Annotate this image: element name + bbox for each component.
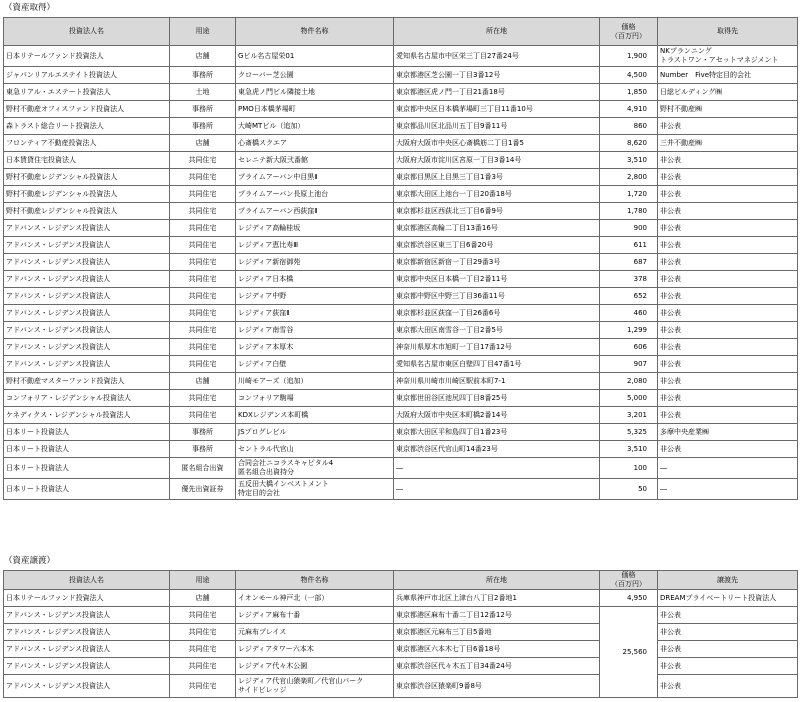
table-row: [4, 339, 798, 356]
disposition-cell-property-name: レジディア麻布十番: [236, 607, 394, 624]
acquisition-cell-investment-corp-name: 野村不動産オフィスファンド投資法人: [4, 101, 170, 118]
disposition-cell-property-name: 元麻布プレイス: [236, 624, 394, 641]
acquisition-cell-price: 687: [600, 254, 658, 271]
acquisition-cell-price: 4,910: [600, 101, 658, 118]
acquisition-cell-investment-corp-name: 日本リート投資法人: [4, 424, 170, 441]
acquisition-cell-usage: 共同住宅: [170, 186, 236, 203]
acquisition-cell-usage: 事務所: [170, 101, 236, 118]
disposition-header-counterparty: 譲渡先: [658, 571, 798, 590]
table-row: [4, 390, 798, 407]
acquisition-header-property-name: 物件名称: [236, 18, 394, 46]
disposition-cell-location: 東京都渋谷区代々木五丁目34番24号: [394, 658, 600, 675]
acquisition-cell-investment-corp-name: 野村不動産マスターファンド投資法人: [4, 373, 170, 390]
acquisition-cell-usage: 共同住宅: [170, 220, 236, 237]
acquisition-cell-investment-corp-name: アドバンス・レジデンス投資法人: [4, 288, 170, 305]
acquisition-cell-location: 大阪府大阪市中央区心斎橋筋二丁目1番5: [394, 135, 600, 152]
acquisition-cell-location: 東京都品川区北品川五丁目9番11号: [394, 118, 600, 135]
acquisition-cell-investment-corp-name: アドバンス・レジデンス投資法人: [4, 339, 170, 356]
acquisition-cell-investment-corp-name: 日本リート投資法人: [4, 479, 170, 500]
acquisition-cell-location: 東京都杉並区荻窪一丁目26番6号: [394, 305, 600, 322]
table-row: [4, 305, 798, 322]
acquisition-cell-location: 愛知県名古屋市東区白壁四丁目47番1号: [394, 356, 600, 373]
acquisition-section-title: （資産取得）: [4, 3, 56, 13]
acquisition-cell-property-name: 大崎MTビル（追加）: [236, 118, 394, 135]
acquisition-cell-location: 東京都渋谷区東三丁目6番20号: [394, 237, 600, 254]
acquisition-cell-usage: 共同住宅: [170, 305, 236, 322]
acquisition-cell-investment-corp-name: 森トラスト総合リート投資法人: [4, 118, 170, 135]
acquisition-cell-property-name: プライムアーバン西荻窪Ⅱ: [236, 203, 394, 220]
acquisition-cell-counterparty: 非公表: [658, 186, 798, 203]
disposition-header-property-name: 物件名称: [236, 571, 394, 590]
disposition-cell-location: 兵庫県神戸市北区上津台八丁目2番地1: [394, 590, 600, 607]
acquisition-cell-investment-corp-name: 日本リート投資法人: [4, 458, 170, 479]
acquisition-cell-counterparty: 非公表: [658, 322, 798, 339]
acquisition-cell-property-name: PMO日本橋茅場町: [236, 101, 394, 118]
acquisition-cell-price: 3,201: [600, 407, 658, 424]
acquisition-cell-property-name: 合同会社ニコラスキャピタル4 匿名組合出資持分: [236, 458, 394, 479]
acquisition-cell-price: 611: [600, 237, 658, 254]
table-row: [4, 46, 798, 67]
acquisition-cell-counterparty: 非公表: [658, 356, 798, 373]
disposition-cell-investment-corp-name: アドバンス・レジデンス投資法人: [4, 624, 170, 641]
acquisition-cell-property-name: レジディア本厚木: [236, 339, 394, 356]
acquisition-cell-property-name: KDXレジデンス本町橋: [236, 407, 394, 424]
disposition-cell-investment-corp-name: アドバンス・レジデンス投資法人: [4, 675, 170, 698]
acquisition-cell-counterparty: 非公表: [658, 169, 798, 186]
acquisition-cell-usage: 共同住宅: [170, 407, 236, 424]
acquisition-cell-price: 3,510: [600, 152, 658, 169]
acquisition-cell-price: 2,800: [600, 169, 658, 186]
acquisition-cell-location: 東京都大田区平和島四丁目1番23号: [394, 424, 600, 441]
acquisition-cell-usage: 共同住宅: [170, 356, 236, 373]
disposition-header-location: 所在地: [394, 571, 600, 590]
acquisition-cell-usage: 事務所: [170, 67, 236, 84]
acquisition-cell-counterparty: Number Five特定目的会社: [658, 67, 798, 84]
acquisition-cell-location: 東京都大田区上池台一丁目20番18号: [394, 186, 600, 203]
acquisition-cell-investment-corp-name: 野村不動産レジデンシャル投資法人: [4, 186, 170, 203]
acquisition-cell-location: 東京都世田谷区池尻四丁目8番25号: [394, 390, 600, 407]
table-row: [4, 322, 798, 339]
disposition-cell-property-name: レジディアタワー六本木: [236, 641, 394, 658]
disposition-cell-investment-corp-name: アドバンス・レジデンス投資法人: [4, 641, 170, 658]
table-row: [4, 220, 798, 237]
acquisition-cell-price: 5,000: [600, 390, 658, 407]
table-row: [4, 169, 798, 186]
acquisition-cell-counterparty: 非公表: [658, 237, 798, 254]
acquisition-cell-location: 東京都杉並区西荻北三丁目6番9号: [394, 203, 600, 220]
table-row: [4, 135, 798, 152]
acquisition-cell-location: 東京都大田区南雪谷一丁目2番5号: [394, 322, 600, 339]
acquisition-cell-property-name: セントラル代官山: [236, 441, 394, 458]
acquisition-cell-property-name: Gビル名古屋栄01: [236, 46, 394, 67]
acquisition-cell-property-name: レジディア中野: [236, 288, 394, 305]
acquisition-cell-investment-corp-name: アドバンス・レジデンス投資法人: [4, 322, 170, 339]
acquisition-cell-counterparty: 野村不動産㈱: [658, 101, 798, 118]
acquisition-cell-property-name: レジディア新宿御苑: [236, 254, 394, 271]
disposition-cell-counterparty: 非公表: [658, 641, 798, 658]
acquisition-cell-usage: 優先出資証券: [170, 479, 236, 500]
acquisition-cell-property-name: 東急虎ノ門ビル隣接土地: [236, 84, 394, 101]
acquisition-cell-investment-corp-name: アドバンス・レジデンス投資法人: [4, 271, 170, 288]
disposition-cell-counterparty: 非公表: [658, 675, 798, 698]
disposition-merged-price-cell: 25,560: [600, 607, 658, 698]
acquisition-cell-price: 50: [600, 479, 658, 500]
acquisition-cell-counterparty: NKプランニング トラストワン・アセットマネジメント: [658, 46, 798, 67]
acquisition-cell-counterparty: 非公表: [658, 390, 798, 407]
acquisition-cell-investment-corp-name: ジャパンリアルエステイト投資法人: [4, 67, 170, 84]
acquisition-cell-usage: 店舗: [170, 373, 236, 390]
acquisition-cell-property-name: 川崎モアーズ（追加）: [236, 373, 394, 390]
table-row: [4, 373, 798, 390]
acquisition-cell-location: 大阪府大阪市淀川区宮原一丁目3番14号: [394, 152, 600, 169]
acquisition-cell-price: 100: [600, 458, 658, 479]
table-row: [4, 152, 798, 169]
table-row: [4, 607, 798, 624]
table-row: [4, 67, 798, 84]
acquisition-header-price: 価格 （百万円）: [600, 18, 658, 46]
acquisition-cell-price: 5,325: [600, 424, 658, 441]
disposition-table: [3, 570, 798, 698]
acquisition-cell-property-name: プライムアーバン中目黒Ⅱ: [236, 169, 394, 186]
acquisition-cell-counterparty: 非公表: [658, 271, 798, 288]
table-row: [4, 84, 798, 101]
acquisition-cell-investment-corp-name: アドバンス・レジデンス投資法人: [4, 254, 170, 271]
acquisition-cell-location: 東京都港区芝公園一丁目3番12号: [394, 67, 600, 84]
table-row: [4, 288, 798, 305]
acquisition-cell-usage: 共同住宅: [170, 322, 236, 339]
table-row: [4, 441, 798, 458]
acquisition-cell-property-name: レジディア白壁: [236, 356, 394, 373]
acquisition-cell-usage: 匿名組合出資: [170, 458, 236, 479]
disposition-cell-usage: 共同住宅: [170, 658, 236, 675]
table-row: [4, 254, 798, 271]
acquisition-cell-location: ―: [394, 479, 600, 500]
table-row: [4, 237, 798, 254]
acquisition-cell-usage: 事務所: [170, 424, 236, 441]
acquisition-cell-property-name: レジディア日本橋: [236, 271, 394, 288]
acquisition-cell-usage: 共同住宅: [170, 203, 236, 220]
acquisition-cell-price: 3,510: [600, 441, 658, 458]
table-row: [4, 424, 798, 441]
acquisition-cell-counterparty: 非公表: [658, 220, 798, 237]
disposition-cell-location: 東京都港区元麻布三丁目5番地: [394, 624, 600, 641]
acquisition-cell-counterparty: 日総ビルディング㈱: [658, 84, 798, 101]
table-row: [4, 186, 798, 203]
acquisition-cell-price: 907: [600, 356, 658, 373]
acquisition-header-counterparty: 取得先: [658, 18, 798, 46]
acquisition-cell-usage: 事務所: [170, 441, 236, 458]
acquisition-table: [3, 17, 798, 500]
disposition-cell-usage: 共同住宅: [170, 624, 236, 641]
disposition-header-usage: 用途: [170, 571, 236, 590]
acquisition-cell-price: 4,500: [600, 67, 658, 84]
table-row: [4, 641, 798, 658]
acquisition-cell-price: 378: [600, 271, 658, 288]
table-row: [4, 356, 798, 373]
acquisition-cell-counterparty: 非公表: [658, 254, 798, 271]
acquisition-cell-investment-corp-name: アドバンス・レジデンス投資法人: [4, 305, 170, 322]
acquisition-cell-usage: 共同住宅: [170, 271, 236, 288]
acquisition-cell-counterparty: 非公表: [658, 339, 798, 356]
disposition-cell-counterparty: DREAMプライベートリート投資法人: [658, 590, 798, 607]
table-row: [4, 675, 798, 698]
acquisition-cell-usage: 共同住宅: [170, 390, 236, 407]
acquisition-cell-location: 神奈川県厚木市旭町一丁目17番12号: [394, 339, 600, 356]
acquisition-cell-location: 愛知県名古屋市中区栄三丁目27番24号: [394, 46, 600, 67]
table-row: [4, 458, 798, 479]
disposition-cell-investment-corp-name: 日本リテールファンド投資法人: [4, 590, 170, 607]
acquisition-cell-counterparty: 非公表: [658, 203, 798, 220]
acquisition-cell-counterparty: 多摩中央産業㈱: [658, 424, 798, 441]
acquisition-cell-property-name: セレニテ新大阪弐番館: [236, 152, 394, 169]
acquisition-cell-location: 東京都中央区日本橋茅場町三丁目11番10号: [394, 101, 600, 118]
disposition-cell-location: 東京都港区六本木七丁目6番18号: [394, 641, 600, 658]
acquisition-cell-investment-corp-name: アドバンス・レジデンス投資法人: [4, 237, 170, 254]
table-row: [4, 658, 798, 675]
table-row: [4, 271, 798, 288]
acquisition-cell-investment-corp-name: 東急リアル・エステート投資法人: [4, 84, 170, 101]
disposition-cell-usage: 共同住宅: [170, 641, 236, 658]
acquisition-header-usage: 用途: [170, 18, 236, 46]
disposition-header-investment-corp-name: 投資法人名: [4, 571, 170, 590]
acquisition-cell-price: 1,780: [600, 203, 658, 220]
disposition-cell-location: 東京都渋谷区猿楽町9番8号: [394, 675, 600, 698]
disposition-cell-counterparty: 非公表: [658, 658, 798, 675]
acquisition-cell-counterparty: 非公表: [658, 305, 798, 322]
table-row: [4, 479, 798, 500]
table-row: [4, 118, 798, 135]
acquisition-cell-property-name: クローバー芝公園: [236, 67, 394, 84]
disposition-cell-usage: 店舗: [170, 590, 236, 607]
acquisition-cell-price: 2,080: [600, 373, 658, 390]
acquisition-cell-usage: 共同住宅: [170, 254, 236, 271]
disposition-cell-property-name: レジディア代々木公園: [236, 658, 394, 675]
acquisition-cell-location: ―: [394, 458, 600, 479]
acquisition-cell-property-name: プライムアーバン長原上池台: [236, 186, 394, 203]
acquisition-cell-investment-corp-name: 日本賃貸住宅投資法人: [4, 152, 170, 169]
acquisition-cell-property-name: レジディア高輪桂坂: [236, 220, 394, 237]
acquisition-cell-property-name: レジディア荻窪Ⅱ: [236, 305, 394, 322]
acquisition-cell-property-name: レジディア恵比寿Ⅲ: [236, 237, 394, 254]
acquisition-cell-usage: 共同住宅: [170, 169, 236, 186]
acquisition-cell-usage: 土地: [170, 84, 236, 101]
acquisition-cell-location: 神奈川県川崎市川崎区駅前本町7-1: [394, 373, 600, 390]
acquisition-cell-price: 460: [600, 305, 658, 322]
acquisition-cell-location: 東京都中央区日本橋一丁目2番11号: [394, 271, 600, 288]
acquisition-header-investment-corp-name: 投資法人名: [4, 18, 170, 46]
acquisition-cell-investment-corp-name: フロンティア不動産投資法人: [4, 135, 170, 152]
acquisition-cell-counterparty: 非公表: [658, 441, 798, 458]
table-row: [4, 624, 798, 641]
table-row: [4, 407, 798, 424]
acquisition-cell-location: 東京都中野区中野三丁目36番11号: [394, 288, 600, 305]
acquisition-cell-usage: 共同住宅: [170, 339, 236, 356]
acquisition-cell-usage: 店舗: [170, 46, 236, 67]
disposition-header-price: 価格 （百万円）: [600, 571, 658, 590]
acquisition-cell-investment-corp-name: アドバンス・レジデンス投資法人: [4, 356, 170, 373]
acquisition-cell-investment-corp-name: アドバンス・レジデンス投資法人: [4, 220, 170, 237]
acquisition-cell-counterparty: 非公表: [658, 407, 798, 424]
table-row: [4, 101, 798, 118]
acquisition-cell-price: 1,900: [600, 46, 658, 67]
acquisition-cell-counterparty: 非公表: [658, 152, 798, 169]
acquisition-cell-counterparty: 非公表: [658, 373, 798, 390]
disposition-cell-usage: 共同住宅: [170, 675, 236, 698]
acquisition-cell-price: 1,720: [600, 186, 658, 203]
acquisition-cell-usage: 共同住宅: [170, 288, 236, 305]
acquisition-cell-investment-corp-name: 日本リート投資法人: [4, 441, 170, 458]
acquisition-cell-usage: 共同住宅: [170, 152, 236, 169]
acquisition-cell-price: 900: [600, 220, 658, 237]
acquisition-cell-investment-corp-name: コンフォリア・レジデンシャル投資法人: [4, 390, 170, 407]
disposition-cell-counterparty: 非公表: [658, 624, 798, 641]
acquisition-cell-investment-corp-name: 野村不動産レジデンシャル投資法人: [4, 169, 170, 186]
acquisition-cell-property-name: 心斎橋スクエア: [236, 135, 394, 152]
acquisition-cell-counterparty: 非公表: [658, 118, 798, 135]
acquisition-cell-property-name: 五反田大橋インベストメント 特定目的会社: [236, 479, 394, 500]
table-row: [4, 590, 798, 607]
acquisition-cell-usage: 店舗: [170, 135, 236, 152]
acquisition-cell-location: 大阪府大阪市中央区本町橋2番14号: [394, 407, 600, 424]
acquisition-cell-counterparty: ―: [658, 479, 798, 500]
acquisition-cell-location: 東京都港区虎ノ門一丁目21番18号: [394, 84, 600, 101]
table-row: [4, 203, 798, 220]
acquisition-cell-property-name: JSプログレビル: [236, 424, 394, 441]
disposition-cell-investment-corp-name: アドバンス・レジデンス投資法人: [4, 658, 170, 675]
disposition-cell-property-name: イオンモール神戸北（一部）: [236, 590, 394, 607]
acquisition-cell-price: 1,299: [600, 322, 658, 339]
acquisition-cell-investment-corp-name: ケネディクス・レジデンシャル投資法人: [4, 407, 170, 424]
acquisition-cell-investment-corp-name: 野村不動産レジデンシャル投資法人: [4, 203, 170, 220]
disposition-cell-counterparty: 非公表: [658, 607, 798, 624]
acquisition-cell-location: 東京都港区高輪二丁目13番16号: [394, 220, 600, 237]
acquisition-cell-counterparty: 非公表: [658, 288, 798, 305]
acquisition-cell-price: 652: [600, 288, 658, 305]
acquisition-cell-price: 8,620: [600, 135, 658, 152]
disposition-cell-investment-corp-name: アドバンス・レジデンス投資法人: [4, 607, 170, 624]
acquisition-cell-location: 東京都渋谷区代官山町14番23号: [394, 441, 600, 458]
disposition-cell-location: 東京都港区麻布十番二丁目12番12号: [394, 607, 600, 624]
acquisition-cell-usage: 共同住宅: [170, 237, 236, 254]
acquisition-cell-price: 860: [600, 118, 658, 135]
acquisition-cell-usage: 事務所: [170, 118, 236, 135]
acquisition-cell-investment-corp-name: 日本リテールファンド投資法人: [4, 46, 170, 67]
disposition-cell-usage: 共同住宅: [170, 607, 236, 624]
acquisition-cell-location: 東京都新宿区新宿一丁目29番3号: [394, 254, 600, 271]
disposition-cell-property-name: レジディア代官山猿楽町／代官山パーク サイドビレッジ: [236, 675, 394, 698]
acquisition-cell-price: 606: [600, 339, 658, 356]
acquisition-cell-counterparty: ―: [658, 458, 798, 479]
acquisition-cell-property-name: レジディア南雪谷: [236, 322, 394, 339]
acquisition-cell-counterparty: 三井不動産㈱: [658, 135, 798, 152]
acquisition-cell-price: 1,850: [600, 84, 658, 101]
acquisition-header-location: 所在地: [394, 18, 600, 46]
disposition-cell-price: 4,950: [600, 590, 658, 607]
acquisition-cell-property-name: コンフォリア駒場: [236, 390, 394, 407]
acquisition-cell-location: 東京都目黒区上目黒三丁目1番3号: [394, 169, 600, 186]
disposition-section-title: （資産譲渡）: [4, 556, 56, 566]
